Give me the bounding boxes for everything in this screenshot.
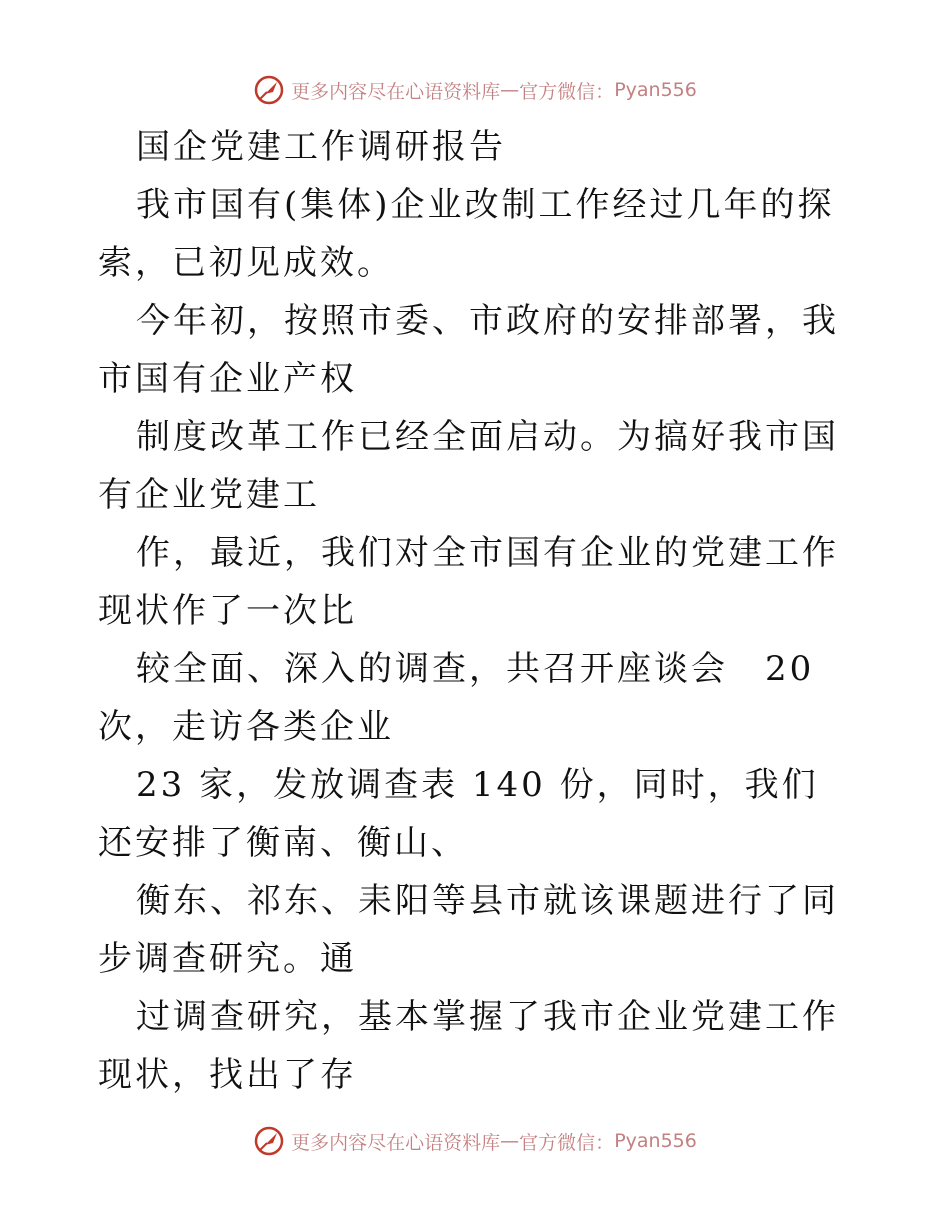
watermark-brand: 更多内容尽在心语资料库 bbox=[291, 80, 501, 103]
header-watermark bbox=[0, 70, 950, 110]
watermark-separator: — bbox=[500, 79, 520, 101]
watermark-wechat-account: Pyan556 bbox=[614, 79, 697, 101]
paragraph: 23 家，发放调查表 140 份，同时，我们还安排了衡南、衡山、 bbox=[98, 765, 819, 863]
footer-watermark bbox=[0, 1121, 950, 1161]
paragraph: 作，最近，我们对全市国有企业的党建工作现状作了一次比 bbox=[98, 533, 839, 631]
watermark-wechat-account: Pyan556 bbox=[614, 1130, 697, 1152]
watermark-wechat-label: 官方微信： bbox=[519, 1131, 615, 1154]
paragraph: 过调查研究，基本掌握了我市企业党建工作现状，找出了存 bbox=[98, 997, 839, 1095]
paragraph: 我市国有(集体)企业改制工作经过几年的探索，已初见成效。 bbox=[98, 185, 835, 283]
document-title: 国企党建工作调研报告 bbox=[136, 127, 506, 167]
feather-logo-icon bbox=[253, 1125, 285, 1157]
paragraph: 衡东、祁东、耒阳等县市就该课题进行了同步调查研究。通 bbox=[98, 881, 839, 979]
watermark-brand: 更多内容尽在心语资料库 bbox=[291, 1131, 501, 1154]
paragraph: 较全面、深入的调查，共召开座谈会 20 次，走访各类企业 bbox=[98, 649, 815, 747]
paragraph: 制度改革工作已经全面启动。为搞好我市国有企业党建工 bbox=[98, 417, 839, 515]
watermark-separator: — bbox=[500, 1130, 520, 1152]
feather-logo-icon bbox=[253, 74, 285, 106]
watermark-wechat-label: 官方微信： bbox=[519, 80, 615, 103]
paragraph: 今年初，按照市委、市政府的安排部署，我市国有企业产权 bbox=[98, 301, 839, 399]
document-body bbox=[98, 118, 850, 1104]
